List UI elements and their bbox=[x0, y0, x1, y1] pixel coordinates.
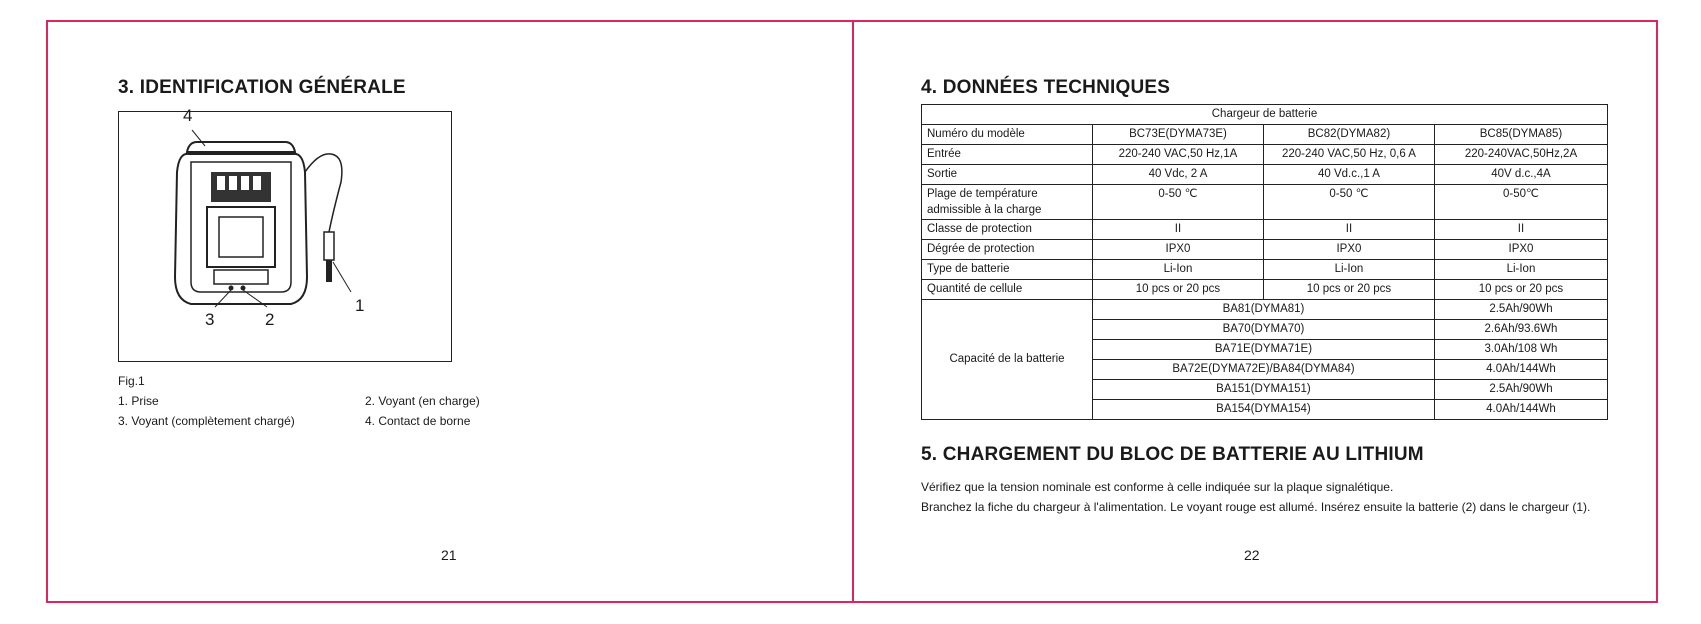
table-cell: IPX0 bbox=[1434, 240, 1607, 260]
battery-capacity: 4.0Ah/144Wh bbox=[1434, 360, 1607, 380]
table-cell: 0-50 ℃ bbox=[1092, 185, 1263, 220]
table-row bbox=[922, 280, 1608, 300]
charger-illustration bbox=[119, 112, 453, 363]
callout-2: 2 bbox=[265, 310, 275, 329]
row-label: Dégrée de protection bbox=[922, 240, 1093, 260]
table-cell: II bbox=[1434, 220, 1607, 240]
row-label: Quantité de cellule bbox=[922, 280, 1093, 300]
table-cell: 10 pcs or 20 pcs bbox=[1434, 280, 1607, 300]
table-cell: 0-50℃ bbox=[1434, 185, 1607, 220]
paragraph-2: Branchez la fiche du chargeur à l'alimentation. Le voyant rouge est allumé. Insérez ensuite la batterie (2) dans le chargeur (1). bbox=[921, 500, 1591, 514]
table-cell: 10 pcs or 20 pcs bbox=[1092, 280, 1263, 300]
row-label: Type de batterie bbox=[922, 260, 1093, 280]
table-cell: 40V d.c.,4A bbox=[1434, 165, 1607, 185]
battery-model: BA71E(DYMA71E) bbox=[1092, 340, 1434, 360]
legend-item-2: 2. Voyant (en charge) bbox=[365, 394, 480, 408]
charger-figure bbox=[118, 106, 452, 362]
section-5-title: 5. CHARGEMENT DU BLOC DE BATTERIE AU LITHIUM bbox=[921, 444, 1424, 465]
battery-capacity: 4.0Ah/144Wh bbox=[1434, 400, 1607, 420]
table-cell: II bbox=[1092, 220, 1263, 240]
battery-capacity: 2.6Ah/93.6Wh bbox=[1434, 320, 1607, 340]
battery-capacity: 2.5Ah/90Wh bbox=[1434, 300, 1607, 320]
page-number-right: 22 bbox=[1244, 547, 1260, 563]
page-number-left: 21 bbox=[441, 547, 457, 563]
legend-item-3: 3. Voyant (complètement chargé) bbox=[118, 414, 295, 428]
table-cell: II bbox=[1263, 220, 1434, 240]
table-cell: 0-50 ℃ bbox=[1263, 185, 1434, 220]
section-3-title: 3. IDENTIFICATION GÉNÉRALE bbox=[118, 77, 406, 98]
battery-capacity: 3.0Ah/108 Wh bbox=[1434, 340, 1607, 360]
table-row bbox=[922, 300, 1608, 320]
table-cell: 220-240 VAC,50 Hz,1A bbox=[1092, 145, 1263, 165]
battery-model: BA154(DYMA154) bbox=[1092, 400, 1434, 420]
paragraph-1: Vérifiez que la tension nominale est conforme à celle indiquée sur la plaque signalétique. bbox=[921, 480, 1394, 494]
table-row bbox=[922, 165, 1608, 185]
callout-1: 1 bbox=[355, 296, 365, 315]
battery-model: BA81(DYMA81) bbox=[1092, 300, 1434, 320]
table-cell: Li-Ion bbox=[1092, 260, 1263, 280]
callout-3: 3 bbox=[205, 310, 215, 329]
row-label: Numéro du modèle bbox=[922, 125, 1093, 145]
row-label: Classe de protection bbox=[922, 220, 1093, 240]
battery-model: BA70(DYMA70) bbox=[1092, 320, 1434, 340]
figure-label: Fig.1 bbox=[118, 374, 145, 388]
table-cell: BC73E(DYMA73E) bbox=[1092, 125, 1263, 145]
legend-item-1: 1. Prise bbox=[118, 394, 159, 408]
table-cell: 10 pcs or 20 pcs bbox=[1263, 280, 1434, 300]
table-cell: 40 Vdc, 2 A bbox=[1092, 165, 1263, 185]
table-row bbox=[922, 125, 1608, 145]
battery-model: BA72E(DYMA72E)/BA84(DYMA84) bbox=[1092, 360, 1434, 380]
section-4-title: 4. DONNÉES TECHNIQUES bbox=[921, 77, 1171, 98]
table-cell: BC85(DYMA85) bbox=[1434, 125, 1607, 145]
page-divider bbox=[852, 20, 854, 603]
table-row bbox=[922, 240, 1608, 260]
table-row bbox=[922, 260, 1608, 280]
table-row bbox=[922, 145, 1608, 165]
table-cell: 40 Vd.c.,1 A bbox=[1263, 165, 1434, 185]
table-cell: 220-240 VAC,50 Hz, 0,6 A bbox=[1263, 145, 1434, 165]
capacity-label: Capacité de la batterie bbox=[922, 300, 1093, 420]
table-row bbox=[922, 185, 1608, 220]
table-cell: 220-240VAC,50Hz,2A bbox=[1434, 145, 1607, 165]
table-header-row bbox=[922, 105, 1608, 125]
table-cell: IPX0 bbox=[1092, 240, 1263, 260]
battery-model: BA151(DYMA151) bbox=[1092, 380, 1434, 400]
row-label: Plage de température admissible à la charge bbox=[922, 185, 1093, 220]
legend-item-4: 4. Contact de borne bbox=[365, 414, 471, 428]
specs-table bbox=[921, 104, 1608, 420]
row-label: Sortie bbox=[922, 165, 1093, 185]
table-cell: Li-Ion bbox=[1263, 260, 1434, 280]
callout-4: 4 bbox=[183, 106, 193, 125]
table-row bbox=[922, 220, 1608, 240]
table-cell: Li-Ion bbox=[1434, 260, 1607, 280]
table-cell: IPX0 bbox=[1263, 240, 1434, 260]
table-header: Chargeur de batterie bbox=[922, 105, 1608, 125]
table-cell: BC82(DYMA82) bbox=[1263, 125, 1434, 145]
row-label: Entrée bbox=[922, 145, 1093, 165]
battery-capacity: 2.5Ah/90Wh bbox=[1434, 380, 1607, 400]
